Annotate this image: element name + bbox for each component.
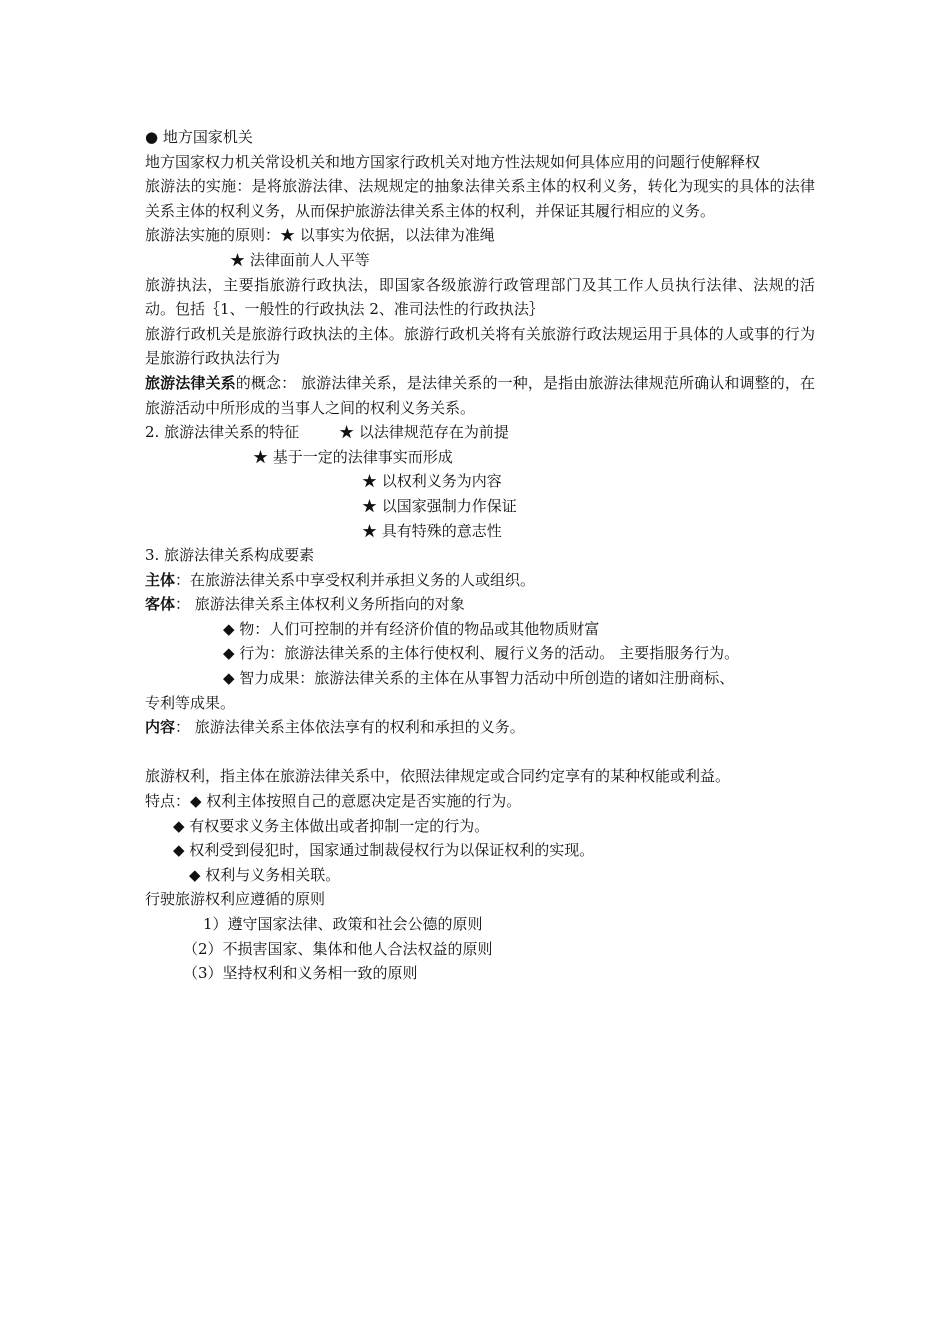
features-heading (145, 420, 815, 445)
paragraph-local-interpretation: 地方国家权力机关常设机关和地方国家行政机关对地方性法规如何具体应用的问题行使解释权 (145, 152, 761, 171)
object-item-things: ◆ 物：人们可控制的并有经济价值的物品或其他物质财富 (223, 619, 600, 638)
paragraph-law-implementation: 旅游法的实施：是将旅游法律、法规规定的抽象法律关系主体的权利义务，转化为现实的具体的法律关系主体的权利义务，从而保护旅游法律关系主体的权利，并保证其履行相应的义务。 (145, 177, 815, 220)
feature-3: ★ 以权利义务为内容 (362, 472, 502, 491)
document-body (145, 125, 815, 986)
rights-feature-4: ◆ 权利与义务相关联。 (189, 865, 341, 884)
feature-4: ★ 以国家强制力作保证 (362, 496, 517, 515)
term-content: 内容 (145, 718, 176, 737)
rights-principle-1: 1）遵守国家法律、政策和社会公德的原则 (203, 915, 483, 933)
legal-relation-definition: 的概念： 旅游法律关系，是法律关系的一种，是指由旅游法律规范所确认和调整的，在旅游活动中所形成的当事人之间的权利义务关系。 (145, 373, 815, 417)
term-object: 客体 (145, 595, 176, 614)
elements-heading: 3. 旅游法律关系构成要素 (145, 546, 315, 565)
rights-feature-2: ◆ 有权要求义务主体做出或者抑制一定的行为。 (173, 816, 490, 835)
rights-feature-1: 特点：◆ 权利主体按照自己的意愿决定是否实施的行为。 (145, 792, 522, 811)
paragraph-admin-organ: 旅游行政机关是旅游行政执法的主体。旅游行政机关将有关旅游行政法规运用于具体的人或事的行为是旅游行政执法行为 (145, 324, 815, 368)
rights-principles-heading: 行驶旅游权利应遵循的原则 (145, 890, 326, 909)
content-definition: ： 旅游法律关系主体依法享有的权利和承担的义务。 (175, 718, 525, 737)
object-item-intellectual-cont: 专利等成果。 (145, 693, 236, 712)
bullet-local-state-organs: ● 地方国家机关 (145, 128, 253, 146)
object-item-intellectual: ◆ 智力成果：旅游法律关系的主体在从事智力活动中所创造的诸如注册商标、 (223, 669, 735, 688)
paragraph-tourism-rights: 旅游权利，指主体在旅游法律关系中，依照法律规定或合同约定享有的某种权能或利益。 (145, 767, 731, 786)
element-content (145, 715, 815, 740)
paragraph-legal-relation-concept (145, 371, 815, 420)
blank-line (145, 740, 815, 765)
element-object (145, 592, 815, 617)
term-subject: 主体 (145, 570, 176, 589)
subject-definition: ：在旅游法律关系中享受权利并承担义务的人或组织。 (175, 570, 536, 589)
feature-1: ★ 以法律规范存在为前提 (339, 423, 509, 442)
feature-2: ★ 基于一定的法律事实而形成 (253, 447, 453, 466)
features-title: 2. 旅游法律关系的特征 (145, 423, 300, 442)
rights-principle-3: （3）坚持权利和义务相一致的原则 (183, 964, 418, 983)
object-item-acts: ◆ 行为：旅游法律关系的主体行使权利、履行义务的活动。 主要指服务行为。 (223, 644, 740, 663)
principles-line-1: 旅游法实施的原则：★ 以事实为依据，以法律为准绳 (145, 226, 495, 245)
paragraph-tourism-enforcement: 旅游执法，主要指旅游行政执法，即国家各级旅游行政管理部门及其工作人员执行法律、法规的活动。包括｛1、一般性的行政执法 2、准司法性的行政执法｝ (145, 275, 815, 319)
rights-feature-3: ◆ 权利受到侵犯时，国家通过制裁侵权行为以保证权利的实现。 (173, 841, 595, 860)
term-legal-relation: 旅游法律关系 (145, 373, 236, 392)
feature-5: ★ 具有特殊的意志性 (362, 521, 502, 540)
object-definition: ： 旅游法律关系主体权利义务所指向的对象 (175, 595, 465, 614)
rights-principle-2: （2）不损害国家、集体和他人合法权益的原则 (183, 939, 493, 958)
element-subject (145, 568, 815, 593)
principles-line-2: ★ 法律面前人人平等 (230, 250, 370, 269)
